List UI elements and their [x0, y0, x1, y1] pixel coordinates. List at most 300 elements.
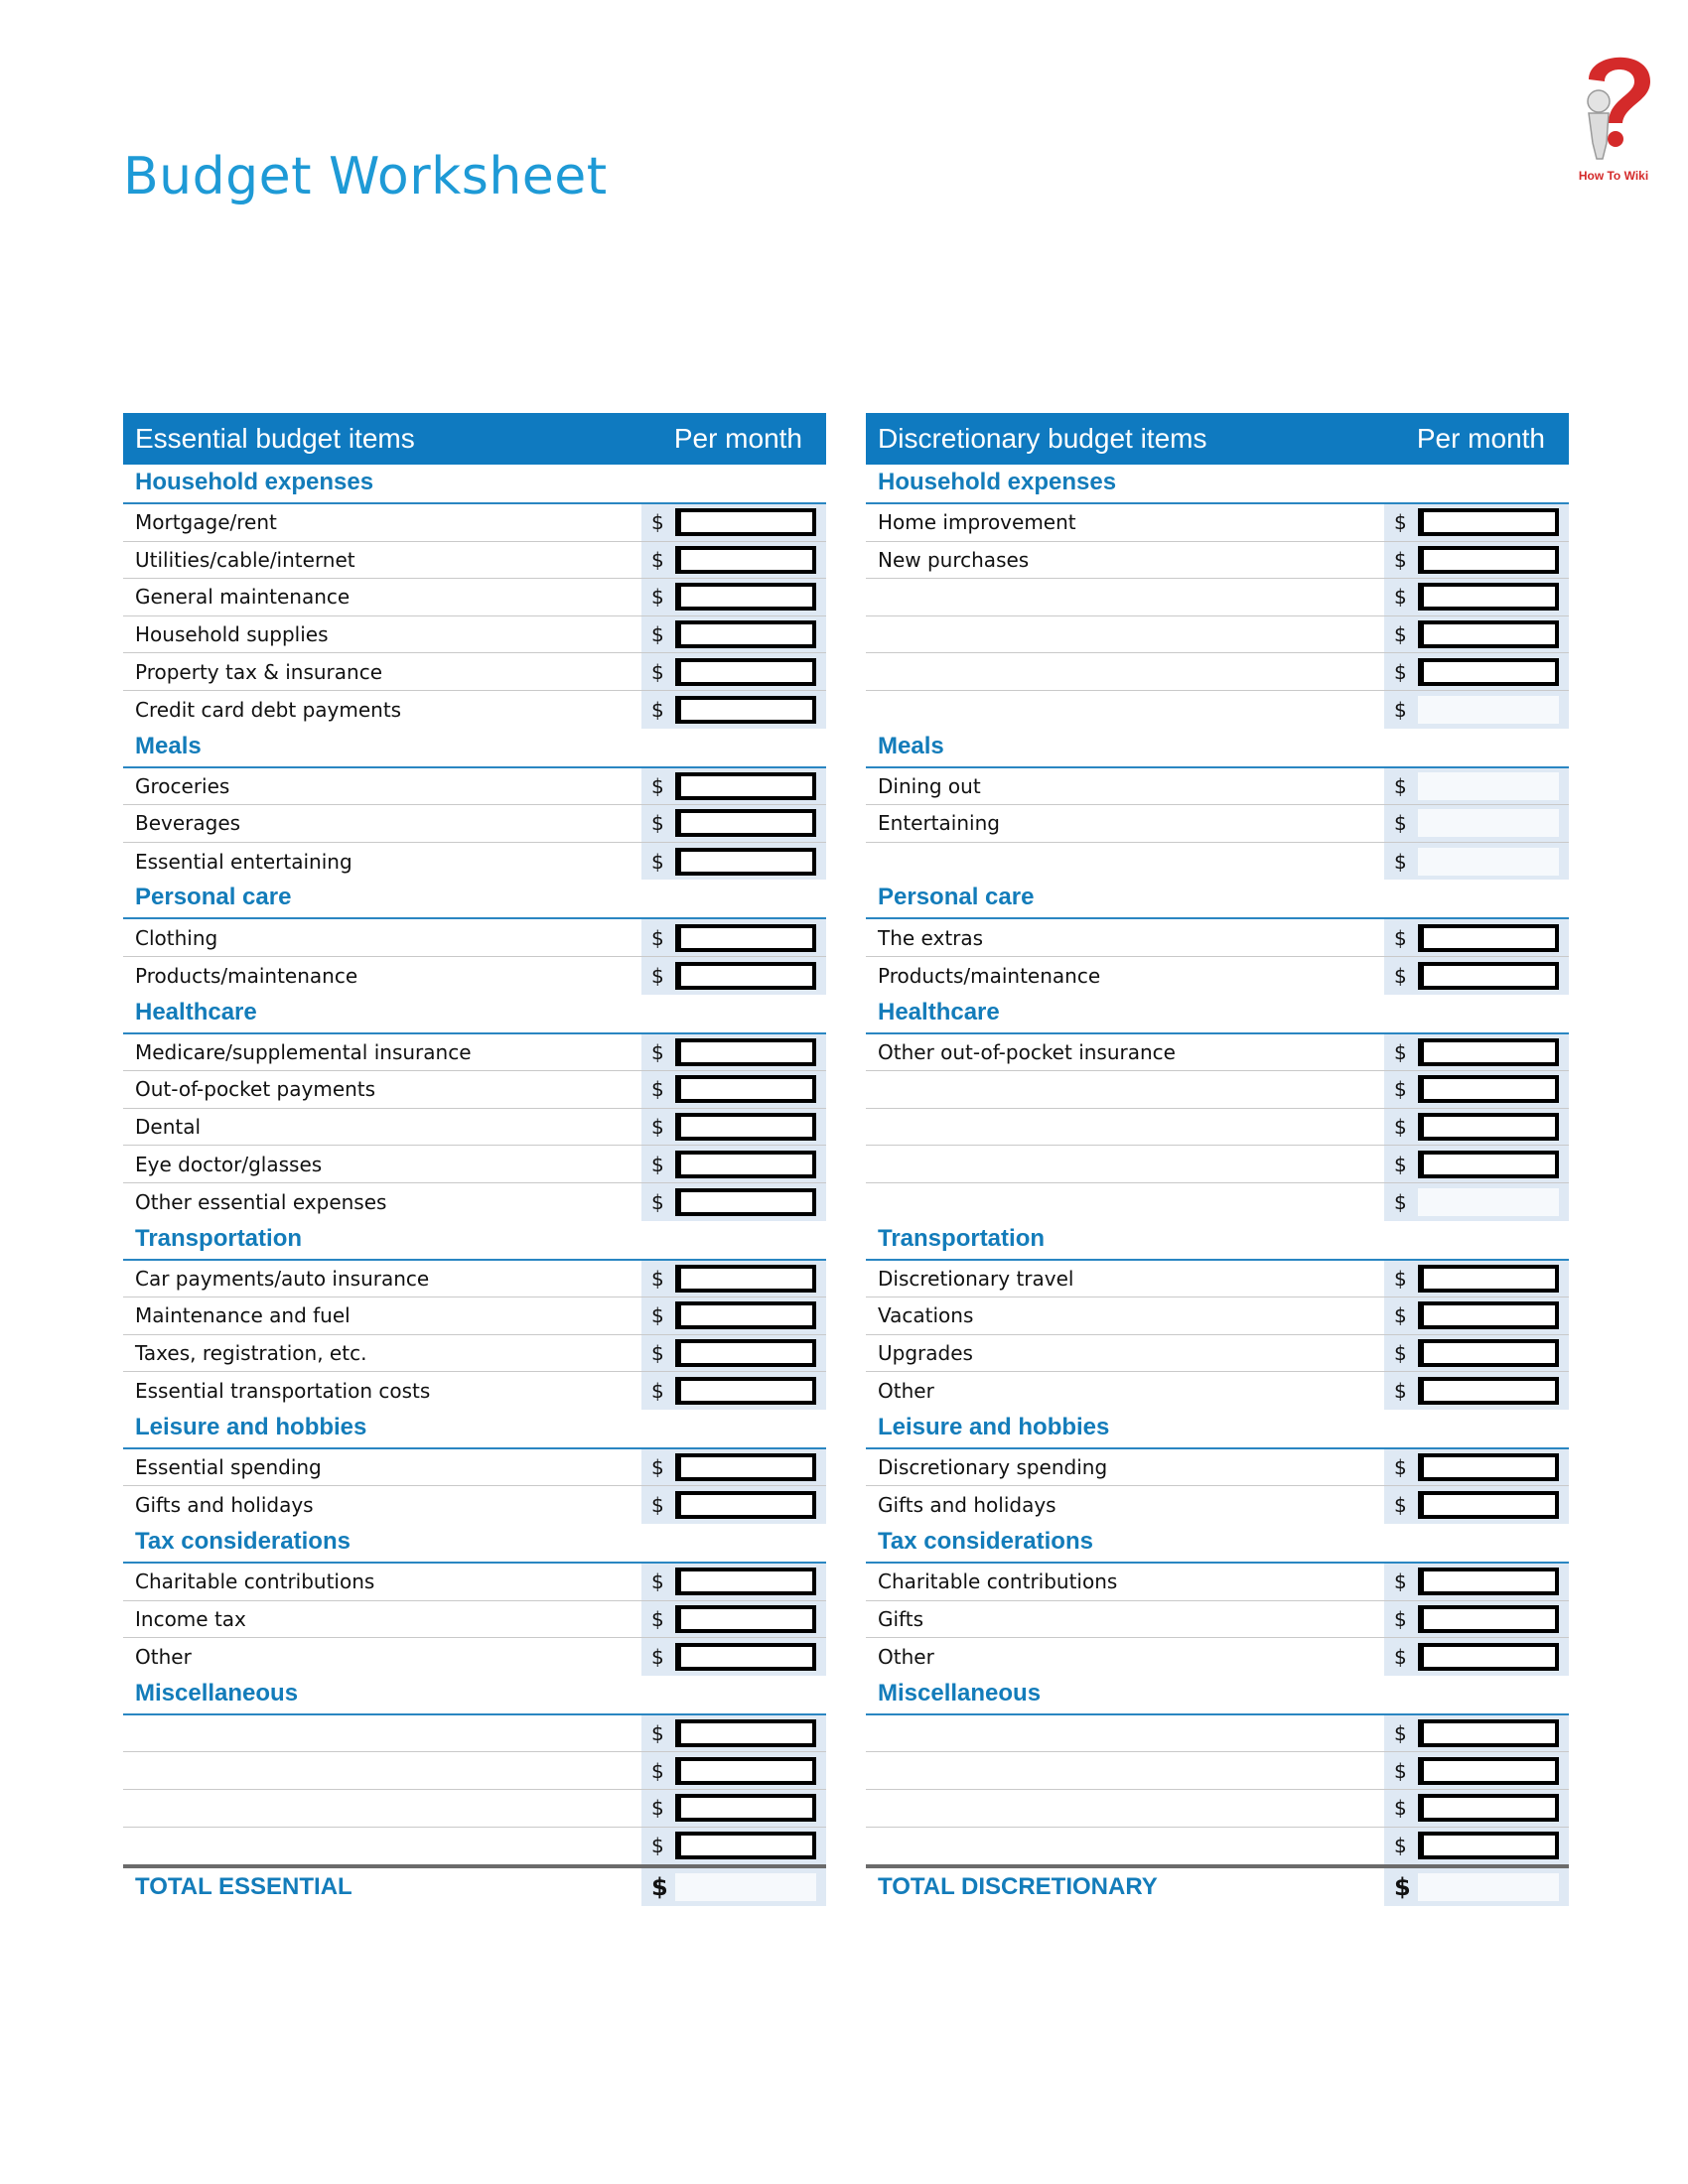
amount-cell	[641, 504, 826, 541]
dollar-sign: $	[651, 1873, 668, 1902]
amount-input[interactable]	[1418, 620, 1559, 648]
budget-row	[866, 919, 1569, 957]
budget-row	[123, 1183, 826, 1221]
amount-input[interactable]	[1418, 1832, 1559, 1859]
budget-row	[123, 805, 826, 843]
amount-input[interactable]	[675, 696, 816, 724]
row-label: Other	[878, 1645, 934, 1670]
amount-cell	[1384, 1183, 1569, 1221]
budget-row	[123, 1449, 826, 1487]
section-rows	[123, 1034, 826, 1221]
amount-cell	[1384, 957, 1569, 995]
amount-input[interactable]	[1418, 1453, 1559, 1481]
budget-row	[123, 1034, 826, 1072]
budget-row	[866, 805, 1569, 843]
amount-input[interactable]	[1418, 1301, 1559, 1329]
amount-cell	[641, 1034, 826, 1071]
amount-cell	[1384, 1109, 1569, 1146]
amount-input[interactable]	[675, 848, 816, 876]
section-rows	[123, 1261, 826, 1410]
amount-input[interactable]	[675, 1188, 816, 1216]
amount-input[interactable]	[1418, 583, 1559, 611]
budget-row	[866, 542, 1569, 580]
amount-input[interactable]	[1418, 1075, 1559, 1103]
row-label: Products/maintenance	[878, 963, 1101, 988]
row-label: Essential transportation costs	[135, 1379, 431, 1404]
section-title: Healthcare	[123, 995, 826, 1034]
amount-input[interactable]	[675, 1719, 816, 1747]
amount-cell	[641, 919, 826, 956]
amount-cell	[1384, 919, 1569, 956]
amount-cell	[641, 1828, 826, 1865]
amount-input[interactable]	[675, 1377, 816, 1405]
section-rows	[866, 1034, 1569, 1221]
budget-row	[123, 919, 826, 957]
amount-input[interactable]	[675, 1568, 816, 1595]
budget-section	[866, 729, 1569, 881]
row-label: Gifts	[878, 1606, 924, 1631]
amount-cell	[641, 1297, 826, 1334]
amount-cell	[1384, 1638, 1569, 1676]
amount-cell	[1384, 1335, 1569, 1372]
budget-row	[123, 957, 826, 995]
dollar-sign: $	[1394, 622, 1407, 647]
amount-input[interactable]	[675, 1643, 816, 1671]
amount-input[interactable]	[675, 772, 816, 800]
section-rows	[123, 1449, 826, 1524]
amount-input[interactable]	[675, 962, 816, 990]
dollar-sign: $	[1394, 1077, 1407, 1102]
amount-cell	[1384, 843, 1569, 881]
amount-input[interactable]	[675, 1605, 816, 1633]
discretionary-column	[866, 413, 1569, 1906]
section-rows	[866, 1564, 1569, 1676]
amount-cell	[1384, 691, 1569, 729]
amount-cell	[641, 1261, 826, 1297]
row-label: Home improvement	[878, 510, 1076, 535]
dollar-sign: $	[1394, 510, 1407, 535]
budget-row	[866, 1109, 1569, 1147]
row-label: Discretionary travel	[878, 1266, 1074, 1291]
dollar-sign: $	[1394, 773, 1407, 798]
amount-input[interactable]	[675, 1075, 816, 1103]
row-label: Gifts and holidays	[878, 1493, 1056, 1518]
row-label: Household supplies	[135, 622, 329, 647]
amount-cell	[641, 1752, 826, 1789]
section-rows	[123, 1564, 826, 1676]
dollar-sign: $	[1394, 1189, 1407, 1214]
budget-row	[866, 653, 1569, 691]
section-title: Tax considerations	[866, 1524, 1569, 1564]
budget-section	[866, 1221, 1569, 1410]
dollar-sign: $	[651, 1493, 664, 1518]
section-title: Leisure and hobbies	[123, 1410, 826, 1449]
budget-row	[123, 579, 826, 616]
dollar-sign: $	[651, 1721, 664, 1746]
budget-section	[123, 880, 826, 994]
amount-cell	[641, 579, 826, 615]
dollar-sign: $	[651, 1834, 664, 1858]
budget-row	[123, 1715, 826, 1753]
dollar-sign: $	[651, 811, 664, 836]
amount-input[interactable]	[675, 1151, 816, 1178]
row-label: Eye doctor/glasses	[135, 1152, 323, 1176]
dollar-sign: $	[651, 1340, 664, 1365]
budget-row	[866, 504, 1569, 542]
section-title: Household expenses	[866, 465, 1569, 504]
amount-input[interactable]	[675, 1301, 816, 1329]
row-label: Essential spending	[135, 1455, 322, 1480]
budget-section	[866, 465, 1569, 729]
row-label: Dining out	[878, 773, 981, 798]
amount-cell	[1384, 1715, 1569, 1752]
amount-cell	[1384, 768, 1569, 805]
budget-row	[866, 1752, 1569, 1790]
amount-input[interactable]	[675, 1339, 816, 1367]
row-label: Property tax & insurance	[135, 659, 383, 684]
amount-input[interactable]	[1418, 1491, 1559, 1519]
dollar-sign: $	[1394, 963, 1407, 988]
amount-cell	[1384, 653, 1569, 690]
amount-cell	[1384, 1564, 1569, 1600]
amount-input[interactable]	[1418, 1038, 1559, 1066]
amount-input[interactable]	[675, 809, 816, 837]
total-label: TOTAL ESSENTIAL	[135, 1873, 352, 1901]
amount-input[interactable]	[1418, 962, 1559, 990]
row-label: Beverages	[135, 811, 241, 836]
amount-input[interactable]	[675, 1113, 816, 1141]
budget-row	[866, 1372, 1569, 1410]
budget-row	[866, 1146, 1569, 1183]
amount-input[interactable]	[675, 1491, 816, 1519]
dollar-sign: $	[1394, 811, 1407, 836]
column-header-title: Essential budget items	[135, 423, 415, 454]
budget-section	[123, 729, 826, 881]
amount-cell	[641, 1372, 826, 1410]
budget-section	[866, 1524, 1569, 1676]
amount-cell	[1384, 1752, 1569, 1789]
dollar-sign: $	[1394, 1379, 1407, 1404]
row-label: Other essential expenses	[135, 1189, 387, 1214]
total-row	[123, 1864, 826, 1906]
amount-cell	[1384, 1071, 1569, 1108]
dollar-sign: $	[1394, 1834, 1407, 1858]
dollar-sign: $	[1394, 1152, 1407, 1176]
amount-cell	[1384, 1372, 1569, 1410]
dollar-sign: $	[651, 585, 664, 610]
dollar-sign: $	[651, 925, 664, 950]
dollar-sign: $	[1394, 1303, 1407, 1328]
dollar-sign: $	[651, 773, 664, 798]
amount-input[interactable]	[1418, 1719, 1559, 1747]
budget-row	[866, 1071, 1569, 1109]
row-label: Charitable contributions	[135, 1570, 375, 1594]
section-title: Personal care	[123, 880, 826, 919]
section-title: Tax considerations	[123, 1524, 826, 1564]
dollar-sign: $	[1394, 1873, 1411, 1902]
dollar-sign: $	[1394, 1796, 1407, 1821]
dollar-sign: $	[651, 1758, 664, 1783]
section-title: Healthcare	[866, 995, 1569, 1034]
budget-row	[866, 1261, 1569, 1298]
budget-row	[866, 768, 1569, 806]
column-header-title: Discretionary budget items	[878, 423, 1207, 454]
row-label: Maintenance and fuel	[135, 1303, 351, 1328]
budget-row	[123, 1297, 826, 1335]
amount-cell	[1384, 616, 1569, 653]
budget-row	[123, 1486, 826, 1524]
amount-cell	[1384, 504, 1569, 541]
total-label: TOTAL DISCRETIONARY	[878, 1873, 1158, 1901]
budget-row	[123, 1828, 826, 1865]
section-title: Miscellaneous	[866, 1676, 1569, 1715]
row-label: Income tax	[135, 1606, 246, 1631]
budget-row	[123, 691, 826, 729]
budget-row	[123, 1752, 826, 1790]
amount-input[interactable]	[1418, 1113, 1559, 1141]
amount-input[interactable]	[1418, 1188, 1559, 1216]
amount-input[interactable]	[1418, 924, 1559, 952]
budget-row	[123, 1372, 826, 1410]
budget-row	[123, 768, 826, 806]
amount-input[interactable]	[1418, 696, 1559, 724]
amount-input[interactable]	[675, 658, 816, 686]
amount-input[interactable]	[1418, 1605, 1559, 1633]
budget-row	[866, 1335, 1569, 1373]
amount-input[interactable]	[1418, 1757, 1559, 1785]
section-rows	[866, 1449, 1569, 1524]
amount-input[interactable]	[1418, 508, 1559, 536]
budget-row	[866, 1034, 1569, 1072]
amount-cell	[641, 1071, 826, 1108]
budget-section	[123, 1221, 826, 1410]
column-header	[866, 413, 1569, 465]
dollar-sign: $	[1394, 849, 1407, 874]
row-label: Car payments/auto insurance	[135, 1266, 430, 1291]
dollar-sign: $	[1394, 697, 1407, 722]
dollar-sign: $	[651, 963, 664, 988]
dollar-sign: $	[651, 1379, 664, 1404]
amount-cell	[641, 1486, 826, 1524]
budget-row	[866, 1486, 1569, 1524]
amount-input[interactable]	[675, 620, 816, 648]
amount-input[interactable]	[675, 1038, 816, 1066]
section-title: Leisure and hobbies	[866, 1410, 1569, 1449]
amount-input[interactable]	[1418, 1151, 1559, 1178]
amount-cell	[641, 653, 826, 690]
amount-cell	[641, 1183, 826, 1221]
budget-section	[123, 1410, 826, 1524]
budget-row	[123, 1146, 826, 1183]
row-label: Upgrades	[878, 1340, 973, 1365]
amount-input[interactable]	[675, 1757, 816, 1785]
budget-section	[123, 995, 826, 1221]
budget-section	[866, 1676, 1569, 1864]
budget-row	[123, 1109, 826, 1147]
amount-cell	[641, 1601, 826, 1638]
dollar-sign: $	[1394, 1493, 1407, 1518]
amount-cell	[641, 616, 826, 653]
row-label: Dental	[135, 1115, 202, 1140]
dollar-sign: $	[651, 1796, 664, 1821]
amount-input[interactable]	[1418, 1265, 1559, 1293]
column-header	[123, 413, 826, 465]
row-label: Other	[878, 1379, 934, 1404]
amount-input[interactable]	[1418, 546, 1559, 574]
budget-row	[866, 1601, 1569, 1639]
amount-cell	[641, 957, 826, 995]
dollar-sign: $	[651, 849, 664, 874]
dollar-sign: $	[651, 697, 664, 722]
budget-row	[866, 843, 1569, 881]
amount-input[interactable]	[675, 924, 816, 952]
row-label: Entertaining	[878, 811, 1000, 836]
dollar-sign: $	[1394, 1115, 1407, 1140]
dollar-sign: $	[1394, 1721, 1407, 1746]
total-amount-cell	[1384, 1868, 1569, 1906]
dollar-sign: $	[651, 1189, 664, 1214]
row-label: Mortgage/rent	[135, 510, 277, 535]
amount-cell	[1384, 1828, 1569, 1865]
amount-cell	[1384, 805, 1569, 842]
dollar-sign: $	[651, 1645, 664, 1670]
amount-input[interactable]	[675, 1265, 816, 1293]
dollar-sign: $	[651, 1152, 664, 1176]
logo-text: How To Wiki	[1578, 169, 1649, 183]
budget-row	[123, 1335, 826, 1373]
budget-row	[123, 1601, 826, 1639]
section-rows	[123, 504, 826, 729]
dollar-sign: $	[651, 510, 664, 535]
dollar-sign: $	[651, 1266, 664, 1291]
budget-row	[123, 1564, 826, 1601]
budget-row	[866, 1790, 1569, 1828]
amount-cell	[1384, 1146, 1569, 1182]
budget-row	[866, 1183, 1569, 1221]
section-rows	[866, 768, 1569, 881]
amount-cell	[1384, 1261, 1569, 1297]
dollar-sign: $	[651, 1077, 664, 1102]
section-title: Personal care	[866, 880, 1569, 919]
amount-cell	[641, 691, 826, 729]
section-rows	[123, 768, 826, 881]
budget-row	[123, 1790, 826, 1828]
amount-cell	[641, 1790, 826, 1827]
amount-cell	[1384, 1601, 1569, 1638]
row-label: Other	[135, 1645, 192, 1670]
dollar-sign: $	[651, 1455, 664, 1480]
budget-row	[123, 1071, 826, 1109]
amount-input[interactable]	[675, 1794, 816, 1822]
budget-row	[123, 504, 826, 542]
amount-input[interactable]	[1418, 772, 1559, 800]
budget-row	[866, 1564, 1569, 1601]
total-amount-input[interactable]	[1418, 1873, 1559, 1901]
budget-row	[866, 579, 1569, 616]
amount-input[interactable]	[1418, 658, 1559, 686]
budget-section	[866, 1410, 1569, 1524]
budget-row	[866, 1828, 1569, 1865]
amount-input[interactable]	[675, 1832, 816, 1859]
amount-input[interactable]	[1418, 1339, 1559, 1367]
amount-cell	[641, 805, 826, 842]
row-label: Credit card debt payments	[135, 697, 402, 722]
dollar-sign: $	[1394, 1039, 1407, 1064]
dollar-sign: $	[1394, 1606, 1407, 1631]
budget-row	[866, 1449, 1569, 1487]
total-amount-cell	[641, 1868, 826, 1906]
dollar-sign: $	[1394, 1266, 1407, 1291]
amount-input[interactable]	[675, 508, 816, 536]
dollar-sign: $	[651, 622, 664, 647]
section-rows	[123, 1715, 826, 1864]
budget-row	[866, 1297, 1569, 1335]
row-label: Vacations	[878, 1303, 974, 1328]
dollar-sign: $	[651, 1570, 664, 1594]
dollar-sign: $	[651, 1606, 664, 1631]
budget-section	[866, 880, 1569, 994]
row-label: The extras	[878, 925, 984, 950]
budget-row	[123, 616, 826, 654]
amount-cell	[641, 1146, 826, 1182]
total-row	[866, 1864, 1569, 1906]
section-rows	[866, 1261, 1569, 1410]
section-title: Household expenses	[123, 465, 826, 504]
dollar-sign: $	[651, 659, 664, 684]
budget-row	[866, 1638, 1569, 1676]
dollar-sign: $	[1394, 1758, 1407, 1783]
amount-cell	[641, 843, 826, 881]
dollar-sign: $	[1394, 659, 1407, 684]
amount-cell	[1384, 579, 1569, 615]
dollar-sign: $	[651, 1303, 664, 1328]
amount-input[interactable]	[1418, 1794, 1559, 1822]
row-label: Clothing	[135, 925, 218, 950]
amount-input[interactable]	[675, 1453, 816, 1481]
amount-input[interactable]	[1418, 1643, 1559, 1671]
section-rows	[866, 919, 1569, 994]
dollar-sign: $	[1394, 1570, 1407, 1594]
dollar-sign: $	[1394, 1645, 1407, 1670]
page-title: Budget Worksheet	[123, 147, 608, 206]
per-month-label: Per month	[673, 423, 802, 454]
budget-section	[123, 1524, 826, 1676]
amount-input[interactable]	[1418, 1377, 1559, 1405]
essential-column	[123, 413, 826, 1906]
section-rows	[123, 919, 826, 994]
budget-row	[123, 843, 826, 881]
amount-input[interactable]	[1418, 1568, 1559, 1595]
budget-row	[123, 653, 826, 691]
row-label: Essential entertaining	[135, 849, 352, 874]
question-mark-figure-icon	[1559, 40, 1668, 189]
amount-cell	[1384, 1034, 1569, 1071]
amount-cell	[1384, 1790, 1569, 1827]
amount-cell	[641, 1564, 826, 1600]
budget-section	[123, 1676, 826, 1864]
amount-input[interactable]	[675, 546, 816, 574]
amount-input[interactable]	[1418, 809, 1559, 837]
budget-row	[866, 691, 1569, 729]
row-label: Taxes, registration, etc.	[135, 1340, 367, 1365]
amount-input[interactable]	[1418, 848, 1559, 876]
dollar-sign: $	[651, 1115, 664, 1140]
amount-cell	[641, 768, 826, 805]
row-label: Utilities/cable/internet	[135, 547, 355, 572]
amount-input[interactable]	[675, 583, 816, 611]
dollar-sign: $	[1394, 1455, 1407, 1480]
total-amount-input[interactable]	[675, 1873, 816, 1901]
